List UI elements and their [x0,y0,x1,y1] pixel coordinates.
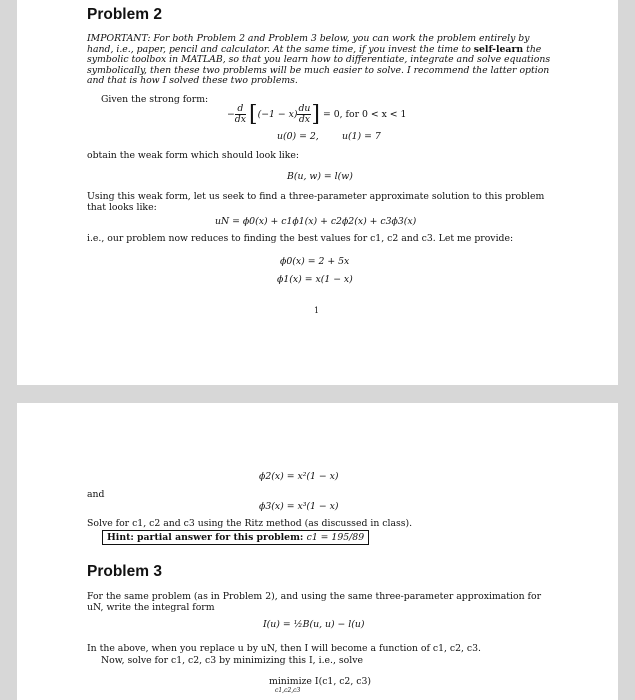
phi3-definition: ϕ3(x) = x³(1 − x) [259,501,339,512]
hint-box [102,530,369,545]
phi1-definition: ϕ1(x) = x(1 − x) [277,274,353,285]
self-learn-emphasis: self-learn [473,43,524,55]
important-note: IMPORTANT: For both Problem 2 and Problem 3 below, you can work the problem entirely by hand, i.e., paper, pencil and calculator. At the same time, if you invest the time to self-learn the symbolic toolbox in MATLAB, so that you learn how to differentiate, integrate and solve equations symbolically, then these two problems will be much easier to solve. I recommend the latter option and that is how I solved these two problems. [87,33,551,87]
document-page-1 [17,0,618,385]
integral-form-equation: I(u) = ½B(u, u) − l(u) [263,619,365,630]
and-label: and [87,489,105,500]
minimize-text: Now, solve for c1, c2, c3 by minimizing this I, i.e., solve [101,655,363,666]
hint-value: c1 = 195/89 [306,532,365,543]
strong-form-intro: Given the strong form: [101,94,209,105]
problem-2-title: Problem 2 [87,6,162,23]
problem-3-text: For the same problem (as in Problem 2), and using the same three-parameter approximation for uN, write the integral form [87,591,542,613]
document-page-2 [17,403,618,700]
approximation-equation: uN = ϕ0(x) + c1ϕ1(x) + c2ϕ2(x) + c3ϕ3(x) [215,216,417,227]
minimize-subscript: c1,c2,c3 [275,687,301,694]
boundary-condition-left: u(0) = 2, [277,131,319,142]
solve-instruction: Solve for c1, c2 and c3 using the Ritz method (as discussed in class). [87,518,413,529]
problem-3-title: Problem 3 [87,563,162,580]
weak-form-equation: B(u, w) = l(w) [287,171,353,182]
phi0-definition: ϕ0(x) = 2 + 5x [280,256,350,267]
hint-label: Hint: partial answer for this problem: [107,532,304,543]
reduce-text: i.e., our problem now reduces to finding the best values for c1, c2 and c3. Let me provide: [87,233,514,244]
weak-form-intro: obtain the weak form which should look like: [87,150,300,161]
replace-text: In the above, when you replace u by uN, then I will become a function of c1, c2, c3. [87,643,482,654]
minimize-expression: minimize I(c1, c2, c3) [269,676,372,687]
approx-intro: Using this weak form, let us seek to find a three-parameter approximate solution to this problem that looks like: [87,191,545,213]
strong-form-equation: − $\frac{d}{dx}$ [(−1 − x) $\frac{du}{dx}$ ] = 0, for 0 < x < 1 [227,102,407,127]
boundary-condition-right: u(1) = 7 [342,131,381,142]
phi2-definition: ϕ2(x) = x²(1 − x) [259,471,339,482]
page-number: 1 [314,306,320,315]
ode-rhs: = 0, for 0 < x < 1 [322,109,407,120]
